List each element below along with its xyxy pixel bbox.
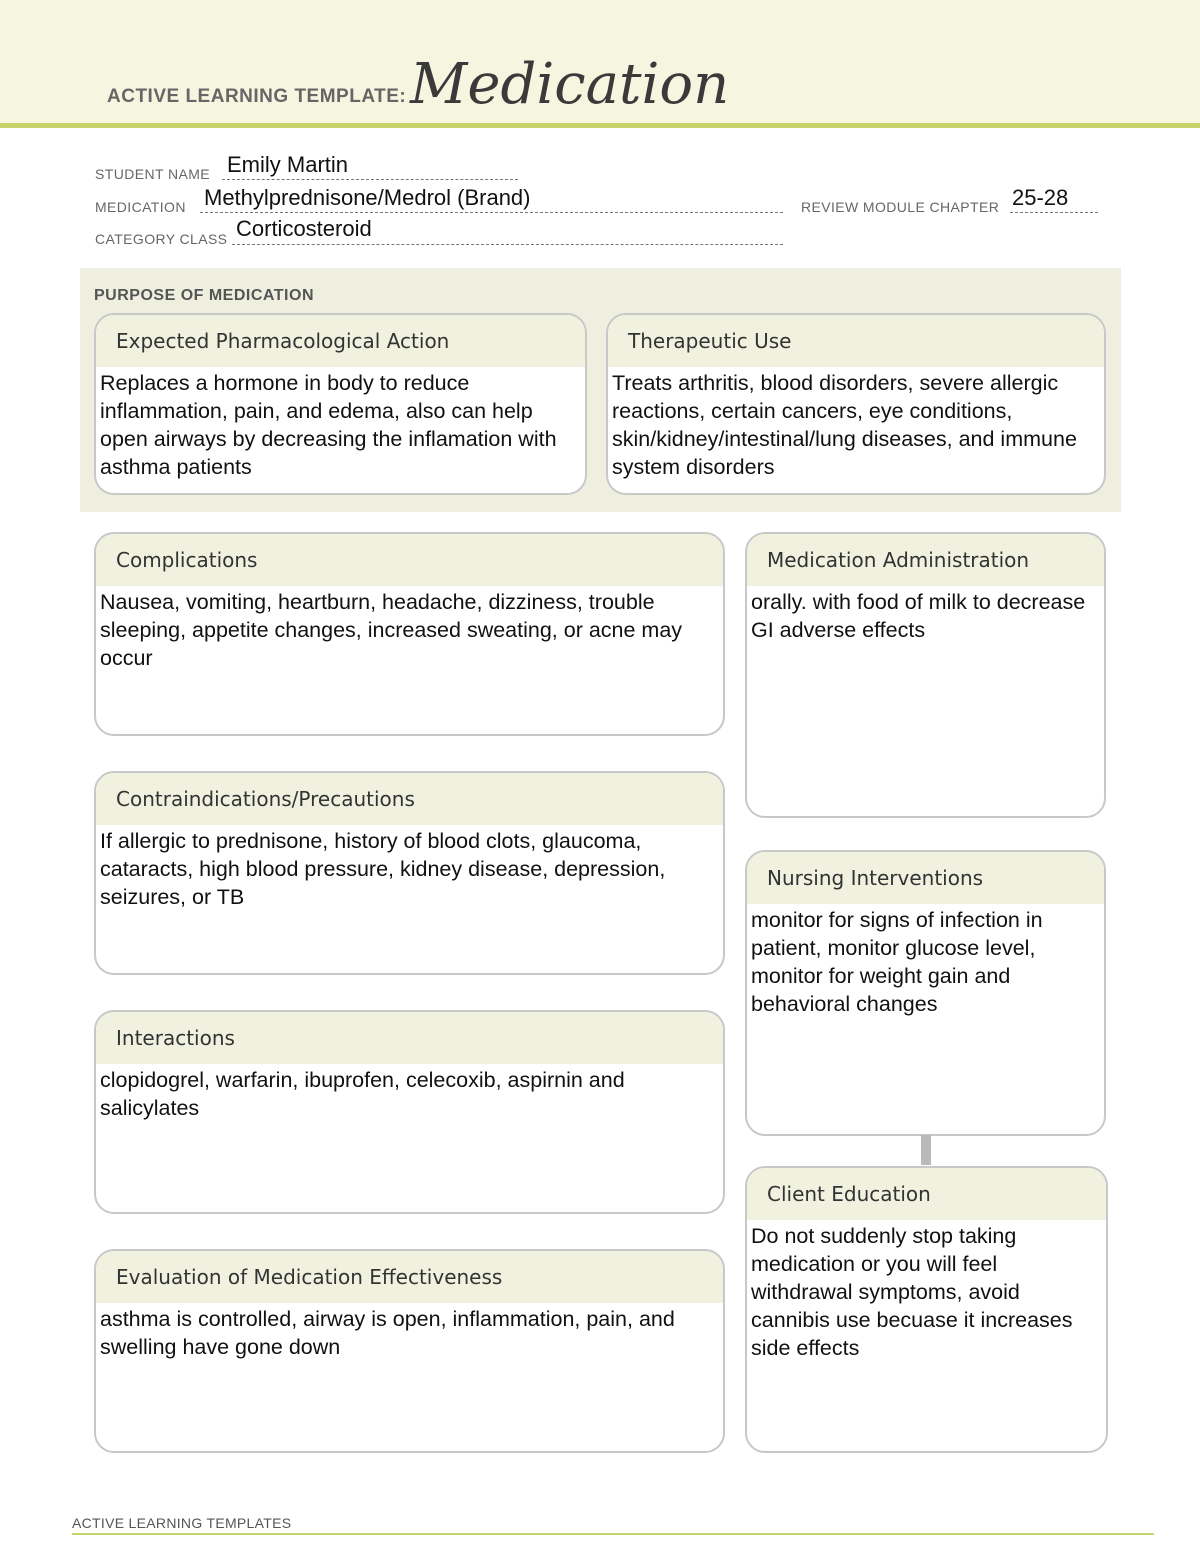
administration-box xyxy=(745,532,1106,818)
review-module-label: REVIEW MODULE CHAPTER xyxy=(801,199,1000,215)
evaluation-box xyxy=(94,1249,725,1453)
page-title: Medication xyxy=(410,52,730,117)
interactions-box xyxy=(94,1010,725,1214)
therapeutic-use-title: Therapeutic Use xyxy=(608,315,1104,367)
review-module-field[interactable]: 25-28 xyxy=(1012,185,1069,210)
medication-field[interactable]: Methylprednisone/Medrol (Brand) xyxy=(204,185,531,210)
category-label: CATEGORY CLASS xyxy=(95,231,228,247)
complications-title: Complications xyxy=(96,534,723,586)
footer-divider xyxy=(72,1533,1154,1535)
administration-title: Medication Administration xyxy=(747,534,1104,586)
complications-text[interactable]: Nausea, vomiting, heartburn, headache, dizziness, trouble sleeping, appetite changes, increased sweating, or acne may occur xyxy=(100,590,683,670)
therapeutic-use-box xyxy=(606,313,1106,495)
student-name-underline xyxy=(222,179,518,180)
category-underline xyxy=(232,244,783,245)
student-name-label: STUDENT NAME xyxy=(95,166,210,182)
category-field[interactable]: Corticosteroid xyxy=(236,216,372,241)
nursing-title: Nursing Interventions xyxy=(747,852,1104,904)
expected-action-box xyxy=(94,313,587,495)
interactions-text[interactable]: clopidogrel, warfarin, ibuprofen, celecoxib, aspirnin and salicylates xyxy=(100,1068,625,1120)
nursing-text[interactable]: monitor for signs of infection in patient, monitor glucose level, monitor for weight gain and behavioral changes xyxy=(751,908,1043,1016)
administration-text[interactable]: orally. with food of milk to decrease GI adverse effects xyxy=(751,590,1086,642)
contraindications-title: Contraindications/Precautions xyxy=(96,773,723,825)
client-education-text[interactable]: Do not suddenly stop taking medication or you will feel withdrawal symptoms, avoid cannibis use becuase it increases side effects xyxy=(751,1224,1073,1360)
client-education-title: Client Education xyxy=(747,1168,1106,1220)
interactions-title: Interactions xyxy=(96,1012,723,1064)
purpose-title: PURPOSE OF MEDICATION xyxy=(94,287,314,304)
contraindications-text[interactable]: If allergic to prednisone, history of blood clots, glaucoma, cataracts, high blood pressure, kidney disease, depression, seizures, or TB xyxy=(100,829,666,909)
expected-action-text[interactable]: Replaces a hormone in body to reduce inflammation, pain, and edema, also can help open airways by decreasing the inflamation with asthma patients xyxy=(100,371,557,479)
footer-text: ACTIVE LEARNING TEMPLATES xyxy=(72,1515,292,1531)
review-module-underline xyxy=(1010,212,1098,213)
evaluation-title: Evaluation of Medication Effectiveness xyxy=(96,1251,723,1303)
header-divider xyxy=(0,123,1200,128)
expected-action-title: Expected Pharmacological Action xyxy=(96,315,585,367)
contraindications-box xyxy=(94,771,725,975)
client-education-box xyxy=(745,1166,1108,1453)
therapeutic-use-text[interactable]: Treats arthritis, blood disorders, severe allergic reactions, certain cancers, eye conditions, skin/kidney/intestinal/lung diseases, and immune system disorders xyxy=(612,371,1077,479)
medication-label: MEDICATION xyxy=(95,199,186,215)
medication-underline xyxy=(200,212,783,213)
template-label: ACTIVE LEARNING TEMPLATE: xyxy=(107,86,407,107)
evaluation-text[interactable]: asthma is controlled, airway is open, inflammation, pain, and swelling have gone down xyxy=(100,1307,675,1359)
complications-box xyxy=(94,532,725,736)
box-connector xyxy=(921,1135,931,1165)
nursing-box xyxy=(745,850,1106,1136)
student-name-field[interactable]: Emily Martin xyxy=(227,152,349,177)
